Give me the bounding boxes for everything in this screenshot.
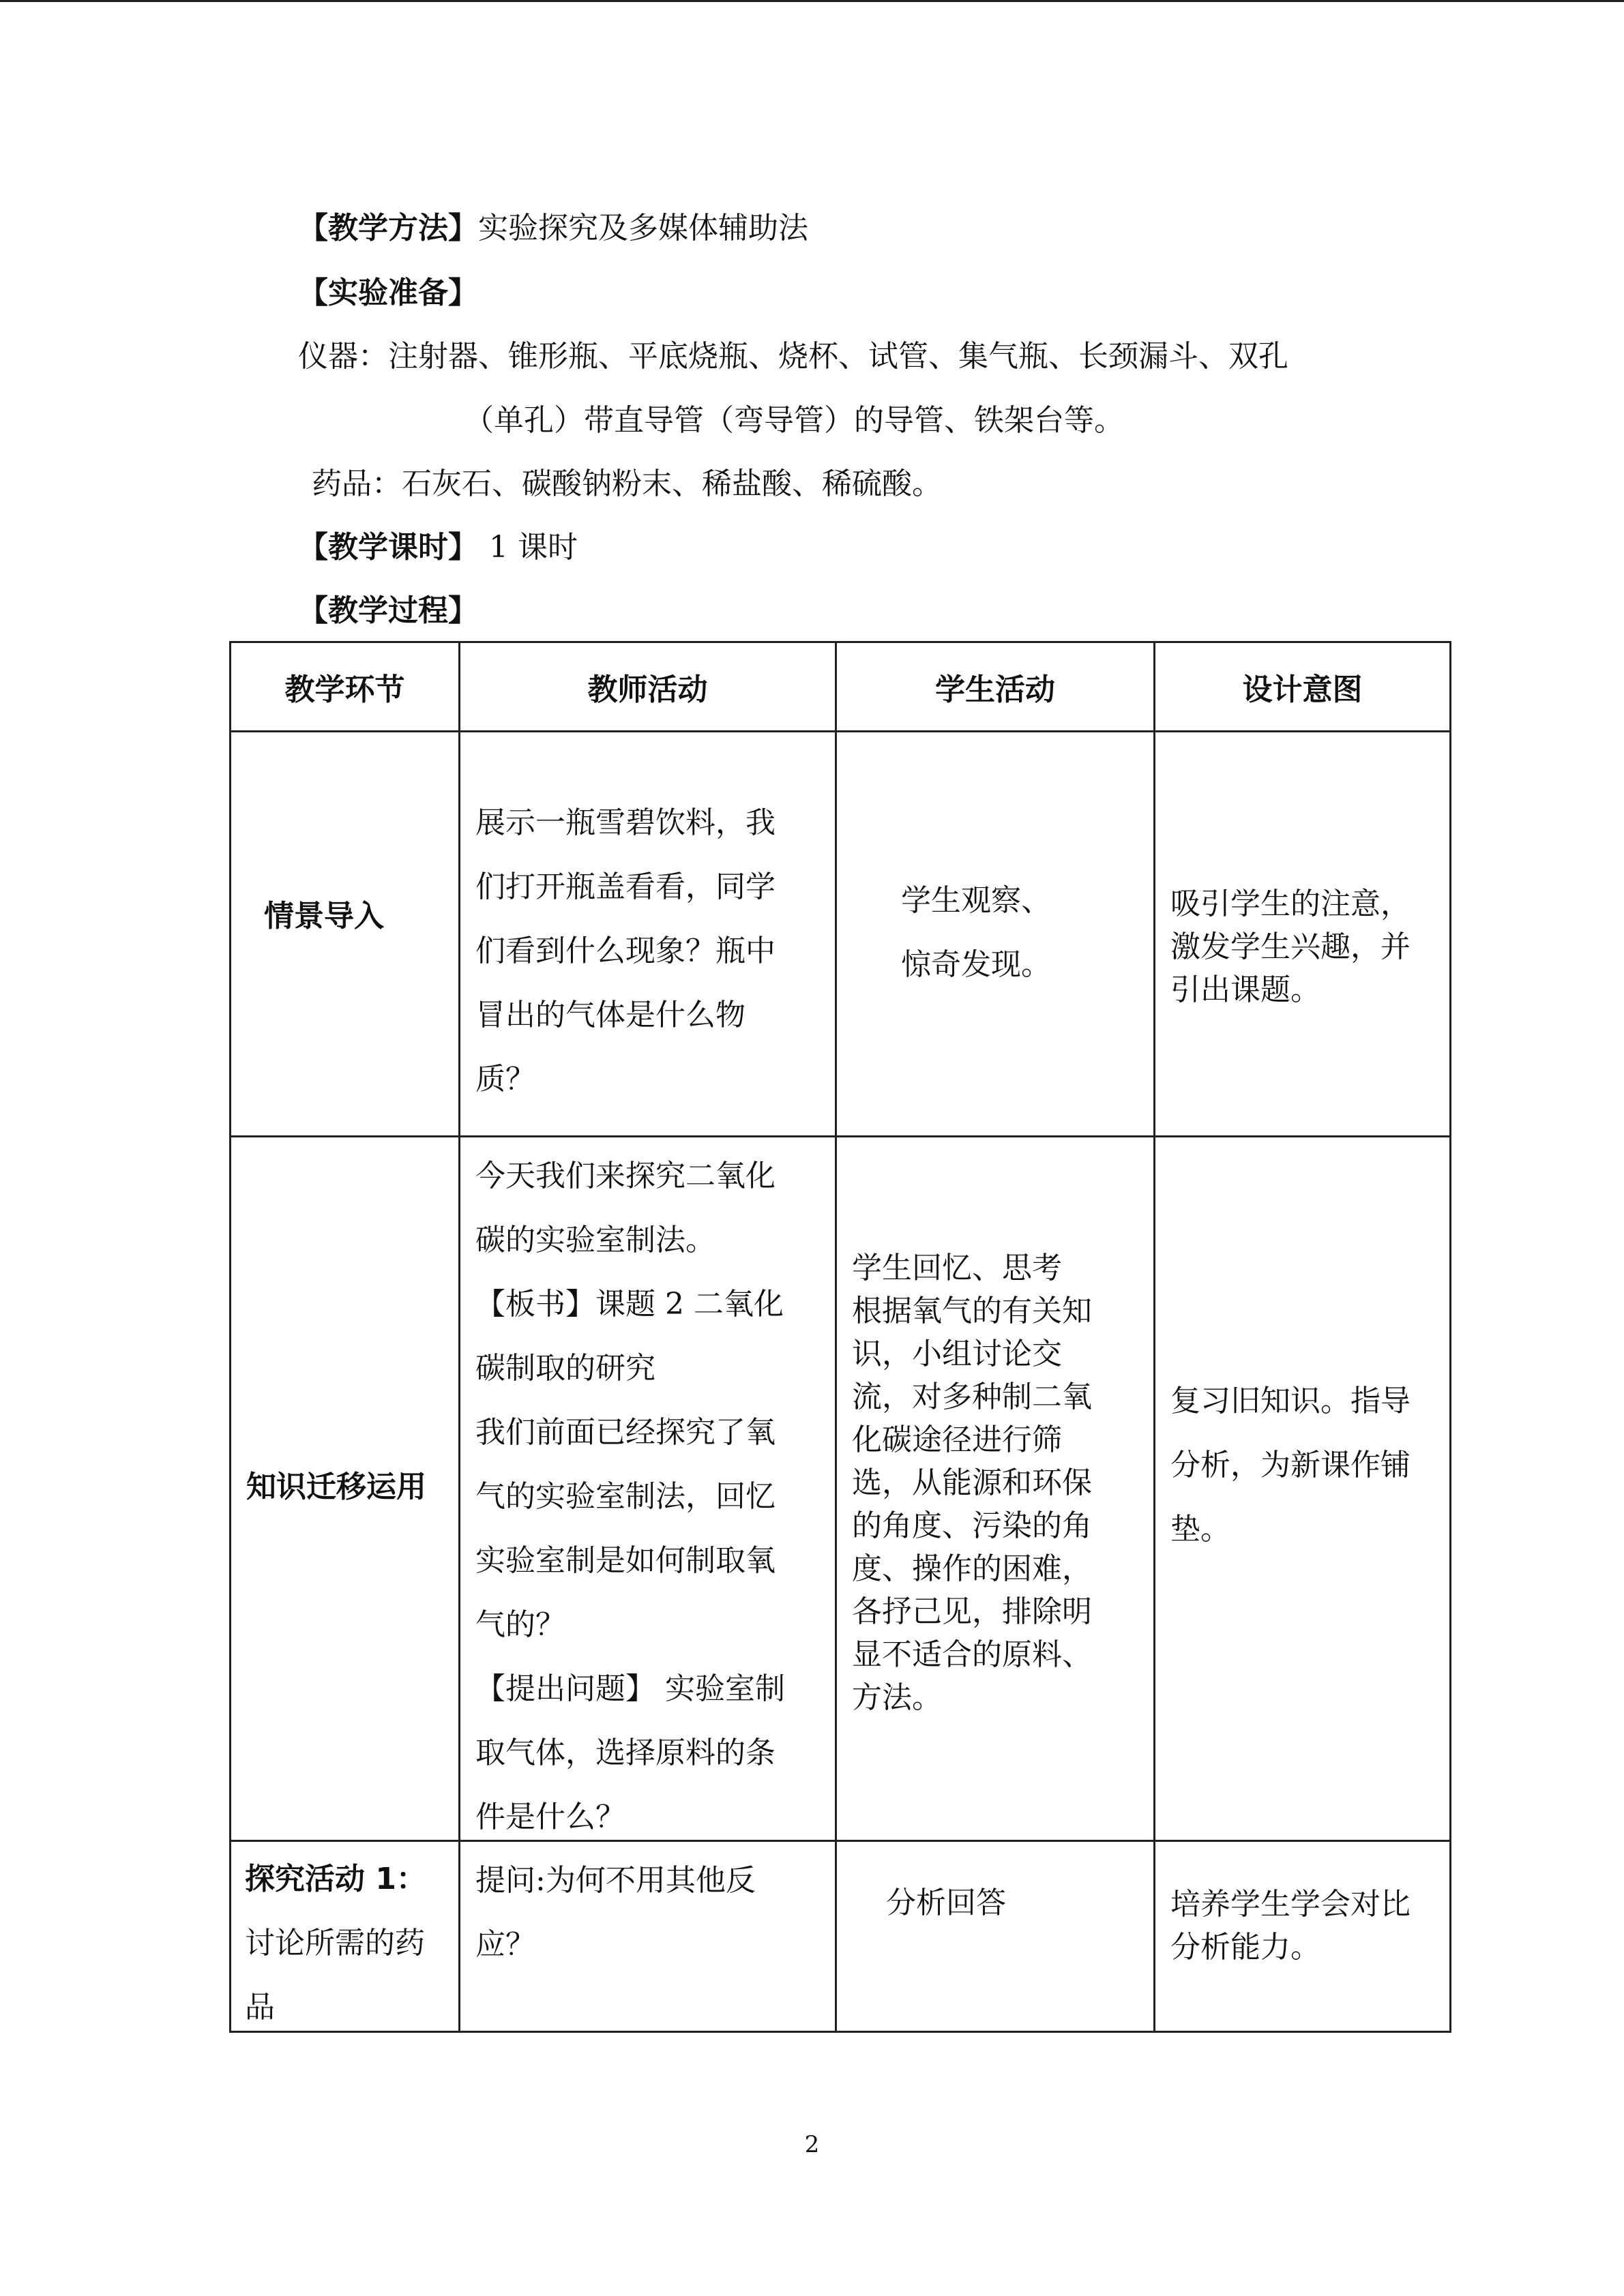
teaching-method-line [298,208,808,249]
text-line: 气的实验室制法，回忆 [475,1479,776,1514]
text-line: 学生观察、 [901,883,1051,918]
intent-cell [1155,1137,1451,1841]
header-cell-stage: 教学环节 [231,642,460,732]
text-line: 提问:为何不用其他反 [475,1863,756,1898]
text-line: 培养学生学会对比 [1170,1887,1411,1922]
instruments-line-2: （单孔）带直导管（弯导管）的导管、铁架台等。 [464,403,1124,438]
student-text: 分析回答 [886,1885,1006,1920]
teacher-text [475,1849,756,1977]
text-line: 引出课题。 [1170,972,1320,1007]
text-line: 冒出的气体是什么物 [475,998,745,1032]
student-cell [836,1137,1155,1841]
student-cell [836,732,1155,1137]
text-line: 惊奇发现。 [901,947,1051,982]
teaching-hours-label: 【教学课时】 [298,530,478,565]
stage-text [245,1847,426,2040]
text-line: 根据氧气的有关知 [852,1294,1092,1328]
text-line: 吸引学生的注意， [1170,886,1411,921]
text-line: 各抒己见，排除明 [852,1594,1092,1629]
table-header-row [231,642,1451,732]
text-line: 流，对多种制二氧 [852,1380,1092,1414]
table-row [231,1841,1451,2032]
text-line: 品 [245,1990,275,2025]
intent-cell [1155,1841,1451,2032]
text-line: 的角度、污染的角 [852,1508,1092,1543]
text-line: 质？ [475,1062,535,1097]
experiment-prep-label: 【实验准备】 [298,275,478,310]
teaching-method-label: 【教学方法】 [298,211,478,245]
text-line: 垫。 [1170,1512,1230,1547]
student-text [852,1247,1092,1719]
text-line: 们看到什么现象？瓶中 [475,934,776,968]
teacher-cell [460,1137,836,1841]
text-line: 学生回忆、思考 [852,1251,1062,1285]
text-line: 我们前面已经探究了氧 [475,1415,776,1450]
text-line: 化碳途径进行筛 [852,1422,1062,1457]
table-row [231,1137,1451,1841]
text-line: 实验室制是如何制取氧 [475,1543,776,1578]
text-line: 讨论所需的药 [245,1926,425,1960]
text-line: 显不适合的原料、 [852,1637,1092,1672]
instruments-line-1: 仪器：注射器、锥形瓶、平底烧瓶、烧杯、试管、集气瓶、长颈漏斗、双孔 [298,339,1288,374]
intent-text [1170,882,1411,1011]
text-line: 激发学生兴趣，并 [1170,929,1411,964]
header-cell-student: 学生活动 [836,642,1155,732]
top-border-line [0,0,1624,2]
text-line: 识，小组讨论交 [852,1337,1062,1371]
text-line: 件是什么？ [475,1800,625,1834]
text-line: 碳的实验室制法。 [475,1223,715,1257]
text-line: 【提出问题】 实验室制 [475,1671,785,1706]
header-cell-intent: 设计意图 [1155,642,1451,732]
stage-cell [231,1841,460,2032]
teaching-hours-text: 1 课时 [489,530,578,565]
text-line: 分析能力。 [1170,1930,1320,1965]
text-line: 复习旧知识。指导 [1170,1384,1411,1418]
text-line: 选，从能源和环保 [852,1465,1092,1500]
text-line: 方法。 [852,1680,942,1715]
intent-text [1170,1883,1411,1969]
stage-cell [231,1137,460,1841]
student-cell [836,1841,1155,2032]
stage-text: 知识迁移运用 [246,1470,426,1504]
intent-text [1170,1369,1411,1562]
stage-cell [231,732,460,1137]
teacher-text [475,1144,785,1849]
teacher-cell [460,732,836,1137]
text-line: 们打开瓶盖看看，同学 [475,869,776,904]
table-row [231,732,1451,1137]
page-number: 2 [804,2131,820,2158]
text-line: 应？ [475,1927,535,1962]
stage-text: 情景导入 [264,899,384,934]
teaching-hours-line [298,527,578,568]
teacher-text [475,791,776,1112]
text-line: 今天我们来探究二氧化 [475,1159,776,1193]
header-cell-teacher: 教师活动 [460,642,836,732]
stage-title: 探究活动 1： [245,1862,426,1896]
text-line: 气的？ [475,1607,565,1642]
text-line: 展示一瓶雪碧饮料，我 [475,805,776,840]
student-text [901,869,1051,997]
text-line: 分析，为新课作铺 [1170,1448,1411,1482]
teaching-process-label: 【教学过程】 [298,593,478,628]
text-line: 【板书】课题 2 二氧化 [475,1287,784,1322]
chemicals-line: 药品：石灰石、碳酸钠粉末、稀盐酸、稀硫酸。 [312,466,942,501]
intent-cell [1155,732,1451,1137]
teacher-cell [460,1841,836,2032]
teaching-method-text: 实验探究及多媒体辅助法 [478,211,808,245]
text-line: 度、操作的困难， [852,1551,1092,1586]
teaching-process-table [229,641,1451,2033]
text-line: 取气体，选择原料的条 [475,1735,776,1770]
text-line: 碳制取的研究 [475,1351,655,1386]
